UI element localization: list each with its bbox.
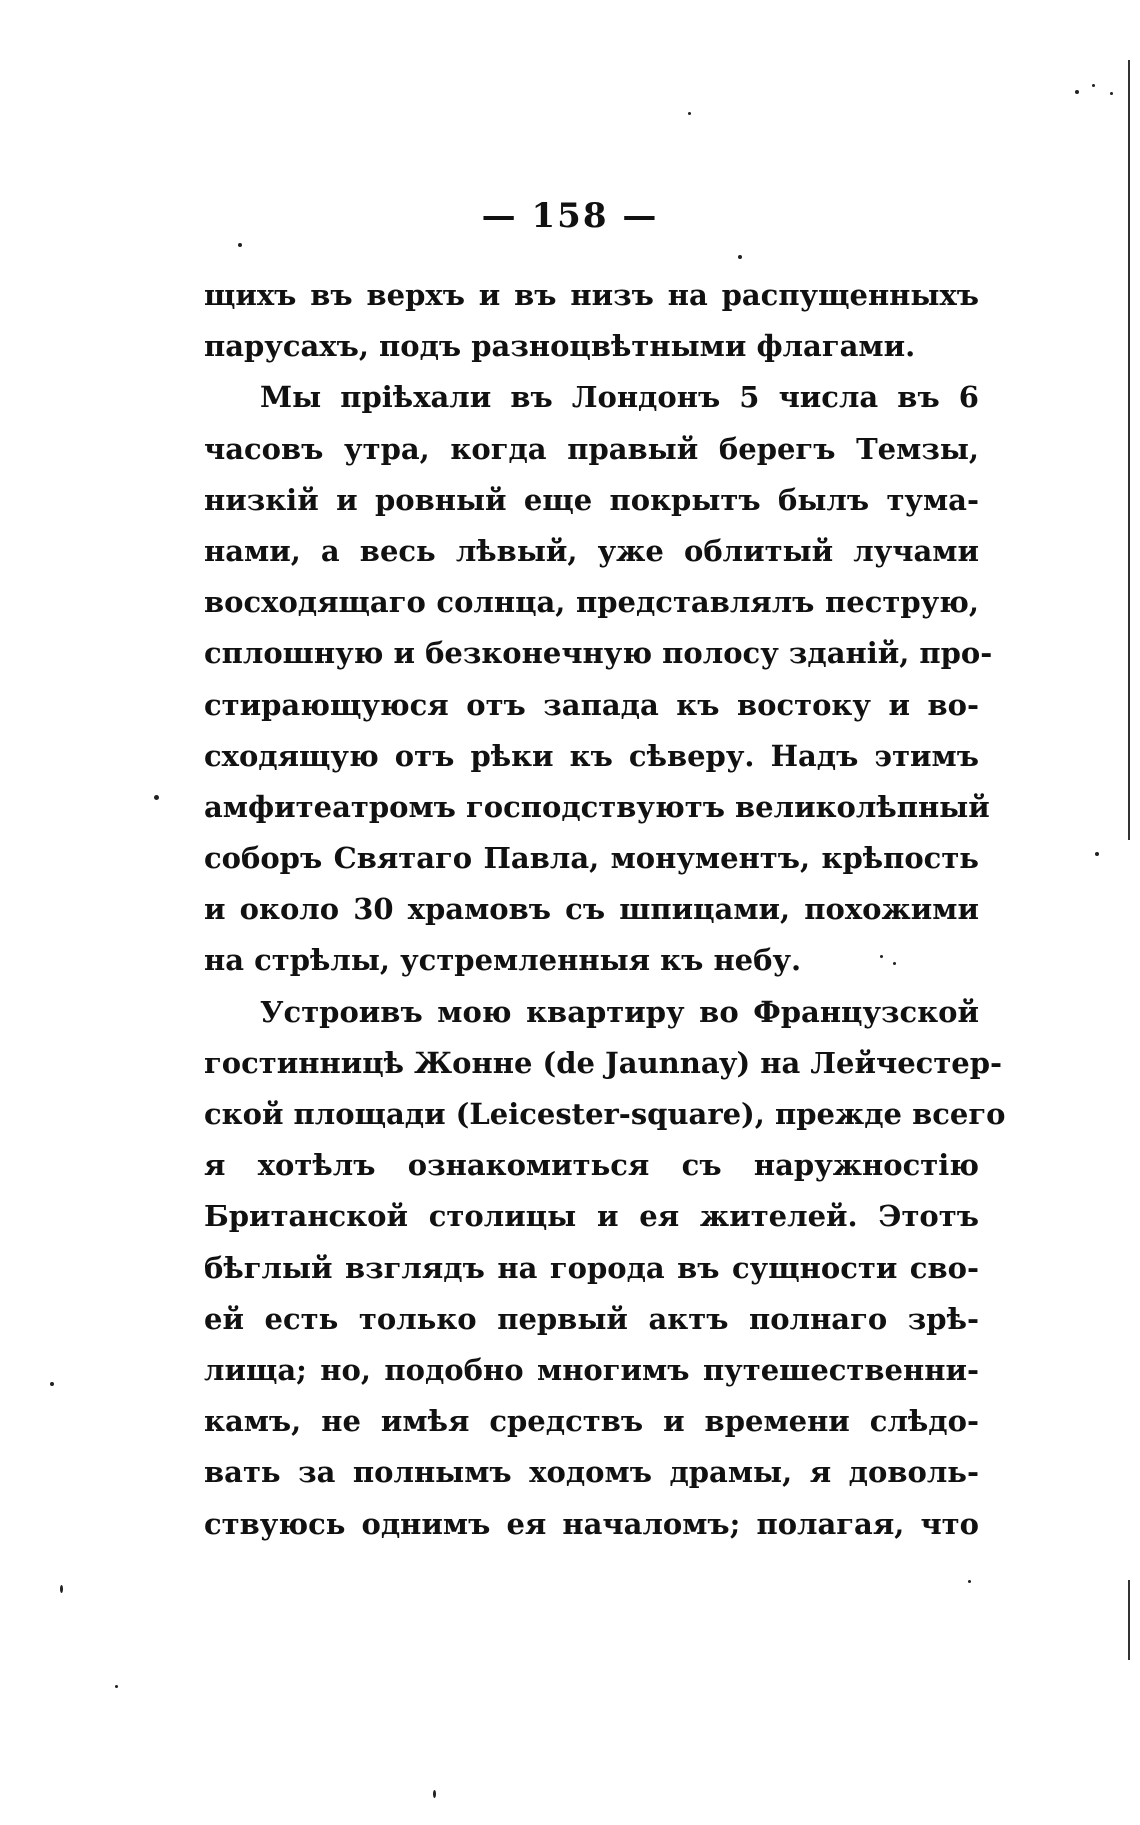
text-line: низкій и ровный еще покрытъ былъ тума- <box>204 482 979 517</box>
text-line: гостинницѣ Жонне (de Jaunnay) на Лейчестер- <box>204 1045 1003 1080</box>
scan-speck <box>968 1580 971 1583</box>
text-line: восходящаго солнца, представлялъ пеструю, <box>204 585 979 620</box>
scan-speck <box>1075 90 1079 94</box>
text-line: амфитеатромъ господствуютъ великолѣпный <box>204 789 990 824</box>
text-line: камъ, не имѣя средствъ и времени слѣдо- <box>204 1404 979 1439</box>
scan-speck <box>115 1685 118 1688</box>
page-number: — 158 — <box>481 196 659 236</box>
text-line: сходящую отъ рѣки къ сѣверу. Надъ этимъ <box>204 738 979 773</box>
scan-speck <box>154 795 159 800</box>
scan-speck <box>1110 92 1113 95</box>
text-line: на стрѣлы, устремленныя къ небу. <box>204 943 802 978</box>
body-text <box>204 270 1006 1550</box>
scan-speck <box>1092 84 1095 87</box>
scan-speck <box>688 112 691 115</box>
scan-speck <box>880 955 883 958</box>
margin-rule <box>1128 1580 1130 1660</box>
text-line: сплошную и безконечную полосу зданій, про- <box>204 636 993 671</box>
text-line: ствуюсь однимъ ея началомъ; полагая, что <box>204 1506 979 1541</box>
text-line: бѣглый взглядъ на города въ сущности сво- <box>204 1250 979 1285</box>
text-line: нами, а весь лѣвый, уже облитый лучами <box>204 533 979 568</box>
scan-speck <box>433 1790 436 1798</box>
text-line: щихъ въ верхъ и въ низъ на распущенныхъ <box>204 278 979 312</box>
margin-rule <box>1128 60 1130 840</box>
scan-speck <box>60 1585 63 1593</box>
scan-speck <box>893 962 896 965</box>
scan-speck <box>738 255 742 259</box>
text-line: Мы пріѣхали въ Лондонъ 5 числа въ 6 <box>260 380 979 415</box>
scan-speck <box>50 1382 54 1386</box>
scan-speck <box>238 243 242 247</box>
text-line: часовъ утра, когда правый берегъ Темзы, <box>204 431 979 466</box>
text-line: вать за полнымъ ходомъ драмы, я доволь- <box>204 1455 979 1490</box>
text-line: соборъ Святаго Павла, монументъ, крѣпость <box>204 841 979 876</box>
text-line: ской площади (Leicester-square), прежде всего <box>204 1097 1006 1131</box>
text-line: лища; но, подобно многимъ путешественни- <box>204 1352 979 1387</box>
text-line: стирающуюся отъ запада къ востоку и во- <box>204 687 979 722</box>
text-line: ей есть только первый актъ полнаго зрѣ- <box>204 1301 979 1336</box>
text-line: я хотѣлъ ознакомиться съ наружностію <box>204 1148 979 1183</box>
text-line: парусахъ, подъ разноцвѣтными флагами. <box>204 329 916 364</box>
text-line: Устроивъ мою квартиру во Французской <box>260 994 979 1029</box>
scan-speck <box>1095 852 1099 856</box>
text-line: Британской столицы и ея жителей. Этотъ <box>204 1199 979 1234</box>
text-line: и около 30 храмовъ съ шпицами, похожими <box>204 892 979 927</box>
